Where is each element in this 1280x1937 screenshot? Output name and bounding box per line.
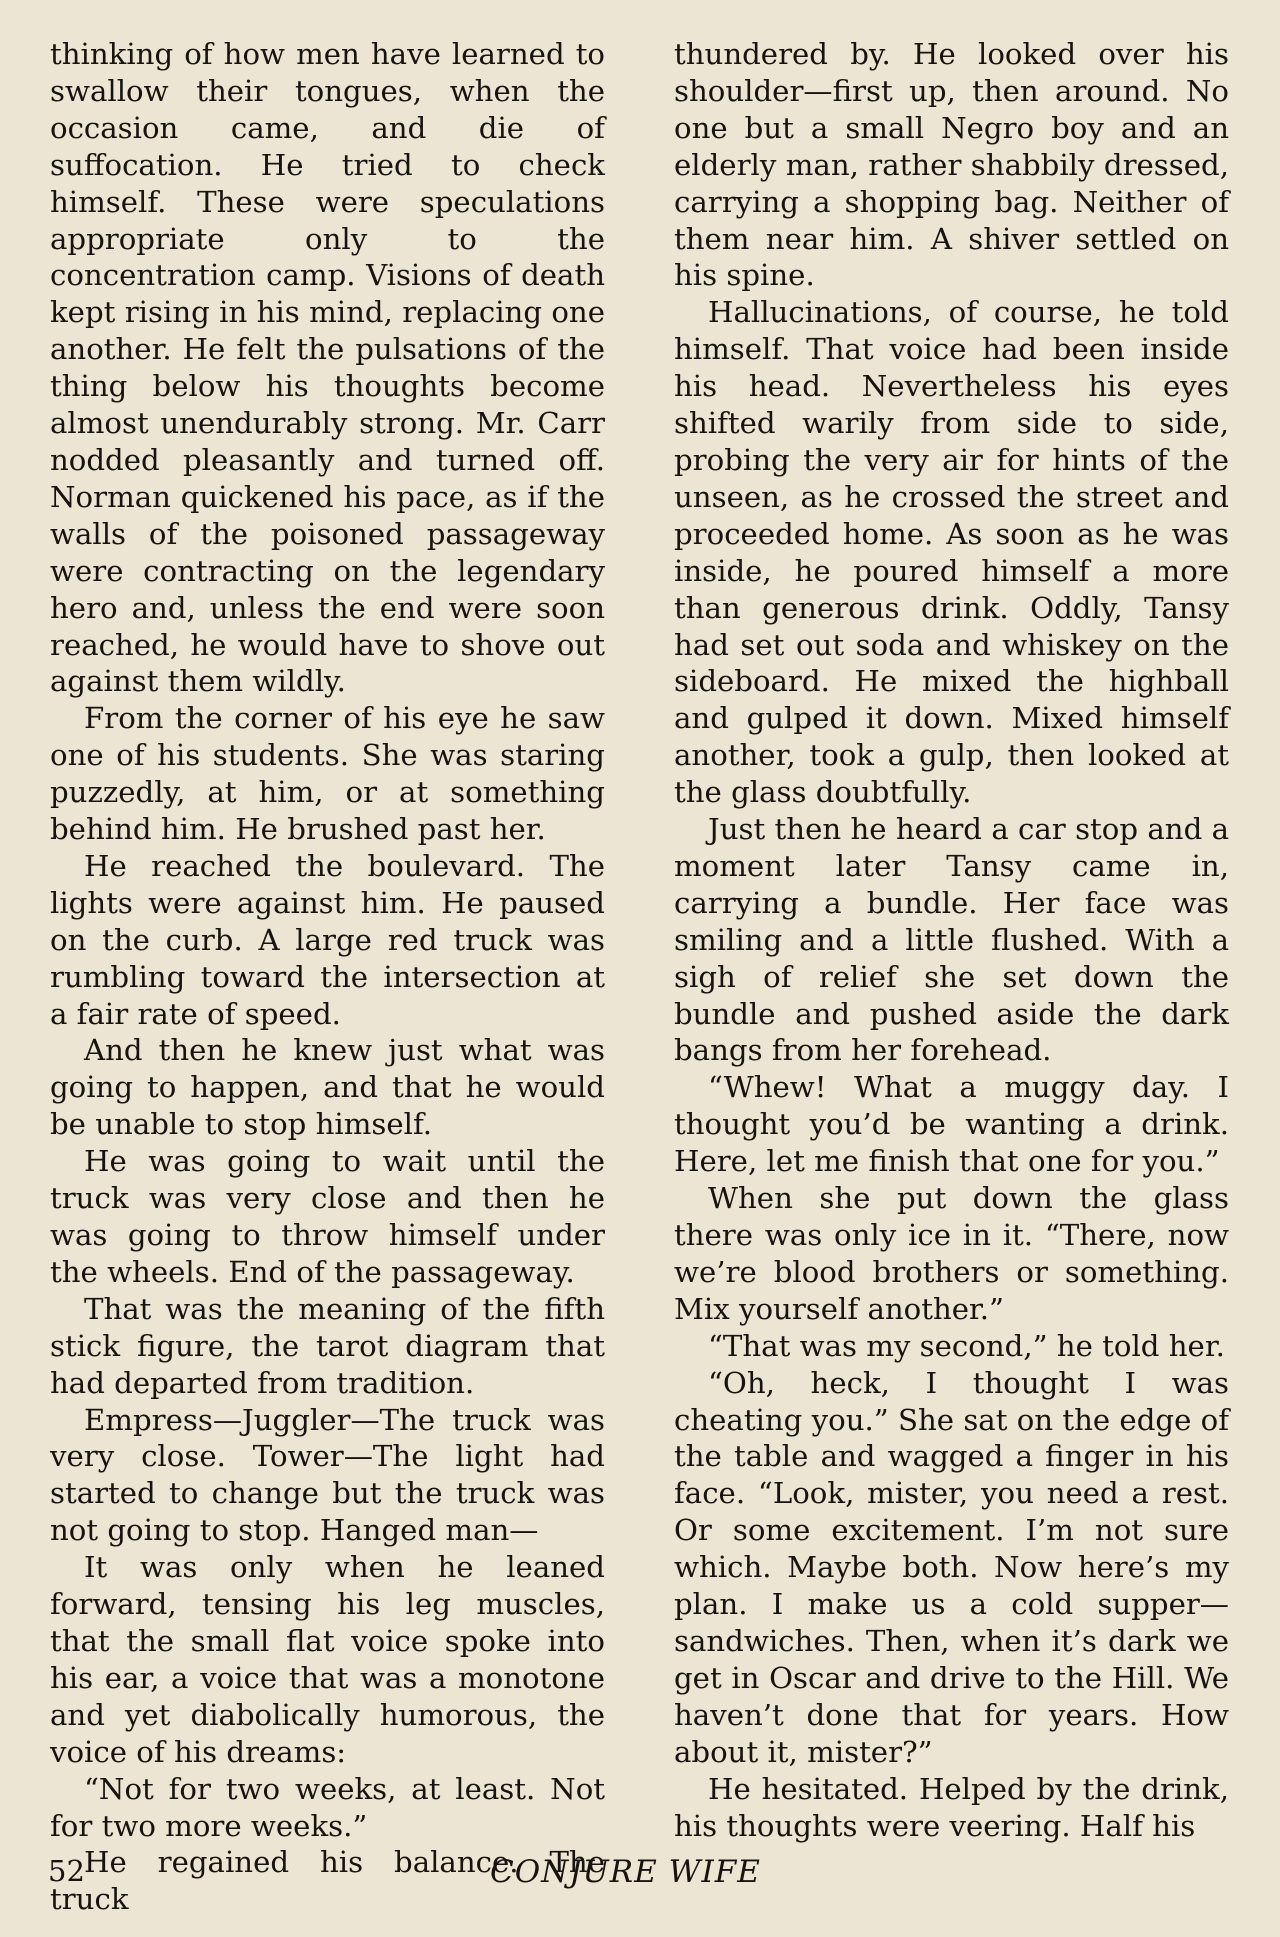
paragraph: And then he knew just what was going to happen, and that he would be unable to stop himself. bbox=[50, 1033, 605, 1142]
paragraph: He was going to wait until the truck was very close and then he was going to throw himself under the wheels. End of the passageway. bbox=[50, 1144, 605, 1289]
paragraph: “Whew! What a muggy day. I thought you’d be wanting a drink. Here, let me finish that one for you.” bbox=[674, 1070, 1229, 1179]
paragraph: Hallucinations, of course, he told himself. That voice had been inside his head. Nevertheless his eyes shifted warily from side to side, probing the very air for hints of the unseen, as he crossed the street and proceeded home. As soon as he was inside, he poured himself a more than generous drink. Oddly, Tansy had set out soda and whiskey on the sideboard. He mixed the highball and gulped it down. Mixed himself another, took a gulp, then looked at the glass doubtfully. bbox=[674, 295, 1229, 810]
paragraph: thinking of how men have learned to swallow their tongues, when the occasion came, and die of suffocation. He tried to check himself. These were speculations appropriate only to the concentration camp. Visions of death kept rising in his mind, replacing one another. He felt the pulsations of the thing below his thoughts become almost unendurably strong. Mr. Carr nodded pleasantly and turned off. Norman quickened his pace, as if the walls of the poisoned passageway were contracting on the legendary hero and, unless the end were soon reached, he would have to shove out against them wildly. bbox=[50, 37, 605, 699]
paragraph: “That was my second,” he told her. bbox=[708, 1328, 1225, 1363]
paragraph: “Oh, heck, I thought I was cheating you.” She sat on the edge of the table and wagged a finger in his face. “Look, mister, you need a rest. Or some excitement. I’m not sure which. Maybe both. Now here’s my plan. I make us a cold supper—sandwiches. Then, when it’s dark we get in Oscar and drive to the Hill. We haven’t done that for years. How about it, mister?” bbox=[674, 1365, 1230, 1769]
paragraph: When she put down the glass there was only ice in it. “There, now we’re blood brothers or something. Mix yourself another.” bbox=[674, 1181, 1229, 1326]
paragraph: Just then he heard a car stop and a moment later Tansy came in, carrying a bundle. Her face was smiling and a little flushed. With a sigh of relief she set down the bundle and pushed aside the dark bangs from her forehead. bbox=[674, 812, 1229, 1068]
page-number: 52 bbox=[48, 1854, 85, 1888]
paragraph: thundered by. He looked over his shoulder—first up, then around. No one but a small Negro boy and an elderly man, rather shabbily dressed, carrying a shopping bag. Neither of them near him. A shiver settled on his spine. bbox=[674, 37, 1229, 293]
paragraph: It was only when he leaned forward, tensing his leg muscles, that the small flat voice spoke into his ear, a voice that was a monotone and yet diabolically humorous, the voice of his dreams: bbox=[50, 1550, 605, 1769]
paragraph: “Not for two weeks, at least. Not for two more weeks.” bbox=[50, 1771, 605, 1843]
paragraph: Empress—Juggler—The truck was very close. Tower—The light had started to change but the truck was not going to stop. Hanged man— bbox=[50, 1402, 605, 1548]
paragraph: He reached the boulevard. The lights were against him. He paused on the curb. A large red truck was rumbling toward the intersection at a fair rate of speed. bbox=[50, 848, 605, 1031]
right-column bbox=[674, 36, 1229, 1844]
left-column bbox=[50, 36, 605, 1918]
paragraph: He regained his balance. The truck bbox=[50, 1845, 605, 1917]
paragraph: He hesitated. Helped by the drink, his thoughts were veering. Half his bbox=[674, 1771, 1229, 1843]
paragraph: From the corner of his eye he saw one of his students. She was staring puzzedly, at him, or at something behind him. He brushed past her. bbox=[50, 701, 605, 847]
paragraph: That was the meaning of the fifth stick figure, the tarot diagram that had departed from tradition. bbox=[50, 1291, 605, 1400]
running-title: CONJURE WIFE bbox=[490, 1854, 761, 1890]
